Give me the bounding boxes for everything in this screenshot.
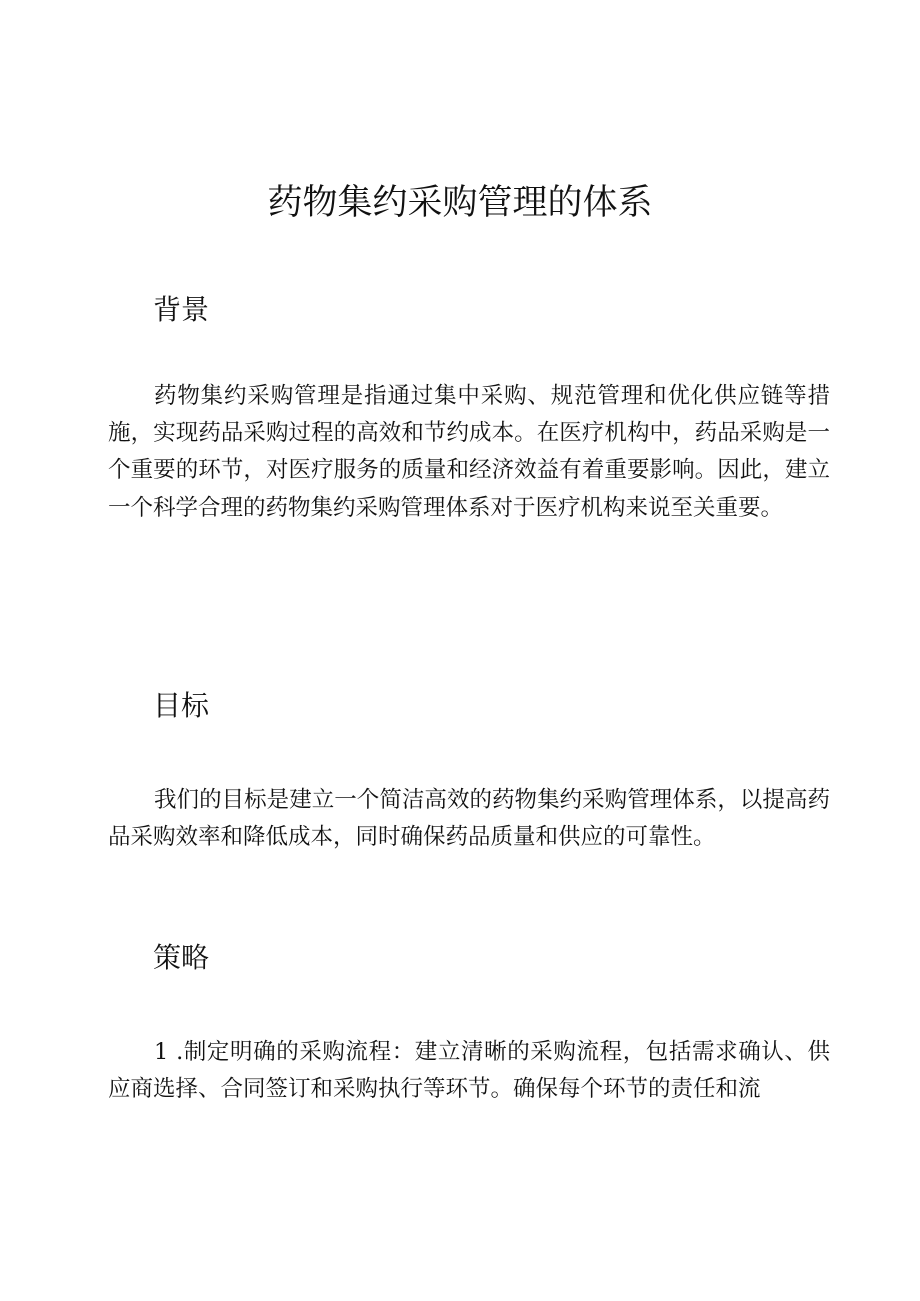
document-title: 药物集约采购管理的体系	[267, 183, 653, 223]
section-heading-background: 背景	[153, 293, 210, 326]
section-heading-goal: 目标	[153, 689, 210, 722]
section-heading-strategy: 策略	[153, 941, 210, 974]
section-paragraph-goal: 我们的目标是建立一个简洁高效的药物集约采购管理体系，以提高药品采购效率和降低成本，同时确保药品质量和供应的可靠性。	[108, 787, 830, 851]
section-paragraph-strategy: 1 .制定明确的采购流程：建立清晰的采购流程，包括需求确认、供应商选择、合同签订和采购执行等环节。确保每个环节的责任和流	[108, 1039, 830, 1103]
section-paragraph-background: 药物集约采购管理是指通过集中采购、规范管理和优化供应链等措施，实现药品采购过程的高效和节约成本。在医疗机构中，药品采购是一个重要的环节，对医疗服务的质量和经济效益有着重要影响。因此，建立一个科学合理的药物集约采购管理体系对于医疗机构来说至关重要。	[108, 383, 830, 521]
